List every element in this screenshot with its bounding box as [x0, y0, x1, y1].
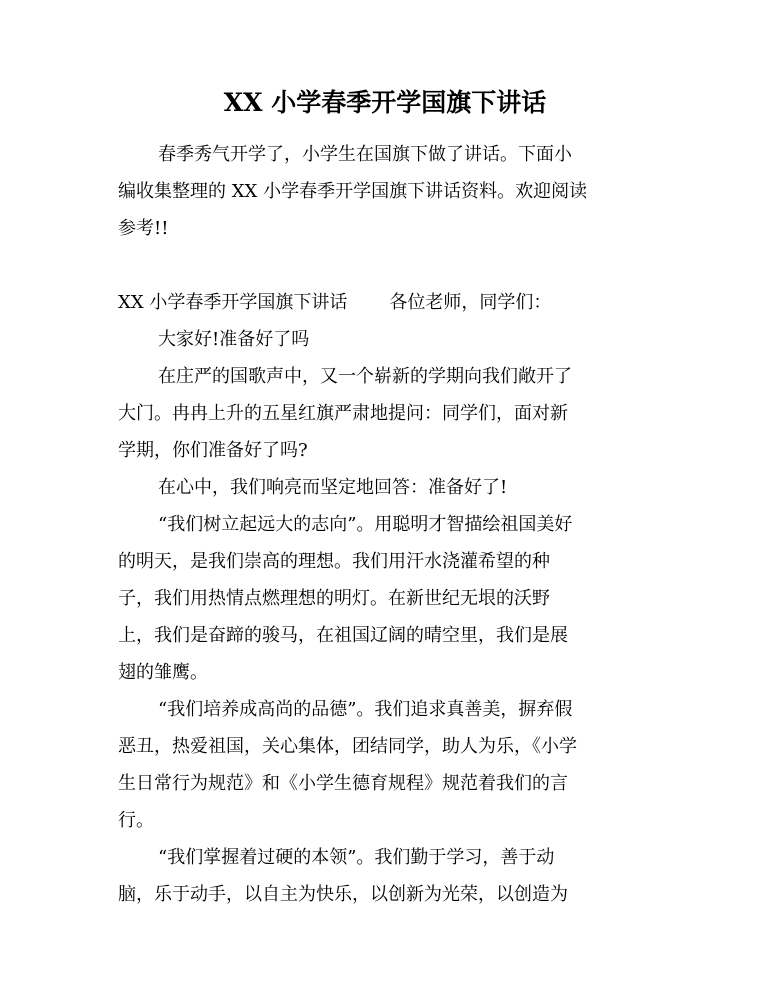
speech-heading: XX 小学春季开学国旗下讲话: [118, 292, 348, 313]
body-line: 行。: [118, 810, 154, 831]
salutation: 各位老师，同学们：: [389, 292, 552, 313]
intro-line: 编收集整理的 XX 小学春季开学国旗下讲话资料。欢迎阅读: [118, 181, 588, 202]
body-line: 上，我们是奋蹄的骏马，在祖国辽阔的晴空里，我们是展: [118, 625, 568, 646]
body-line: 脑，乐于动手，以自主为快乐，以创新为光荣，以创造为: [118, 884, 568, 905]
body-line: 的明天，是我们崇高的理想。我们用汗水浇灌希望的种: [118, 551, 550, 572]
body-line: 学期，你们准备好了吗?: [118, 440, 308, 461]
document-title: XX 小学春季开学国旗下讲话: [223, 88, 547, 117]
body-line: “我们掌握着过硬的本领”。我们勤于学习，善于动: [158, 847, 555, 868]
speech-heading-line: [118, 291, 551, 315]
body-line: 生日常行为规范》和《小学生德育规程》规范着我们的言: [118, 773, 568, 794]
body-line: “我们培养成高尚的品德”。我们追求真善美，摒弃假: [158, 699, 573, 720]
intro-line: 春季秀气开学了，小学生在国旗下做了讲话。下面小: [158, 144, 572, 165]
body-line: 在庄严的国歌声中，又一个崭新的学期向我们敞开了: [158, 366, 572, 387]
body-line: 大家好!准备好了吗: [158, 329, 310, 350]
body-line: 子，我们用热情点燃理想的明灯。在新世纪无垠的沃野: [118, 588, 550, 609]
body-line: 翅的雏鹰。: [118, 662, 208, 683]
intro-line: 参考!!: [118, 218, 169, 239]
body-line: 在心中，我们响亮而坚定地回答：准备好了!: [158, 477, 508, 498]
body-line: “我们树立起远大的志向”。用聪明才智描绘祖国美好: [158, 514, 573, 535]
body-line: 恶丑，热爱祖国，关心集体，团结同学，助人为乐，《小学: [118, 736, 577, 757]
body-line: 大门。冉冉上升的五星红旗严肃地提问：同学们，面对新: [118, 403, 568, 424]
